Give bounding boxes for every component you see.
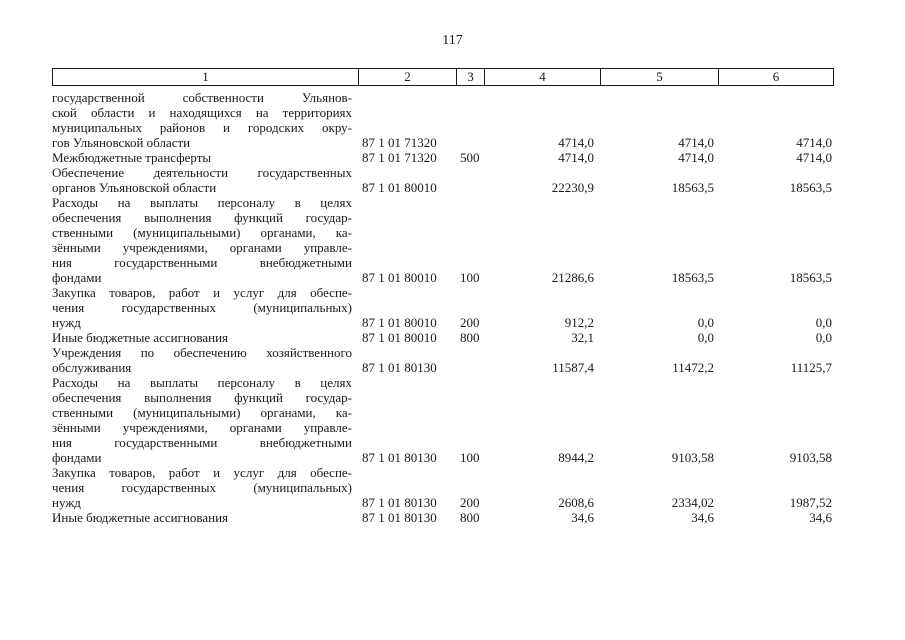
amount-col-4: 11587,4 — [552, 360, 594, 375]
row-description — [52, 165, 352, 195]
amount-col-5: 2334,02 — [671, 495, 714, 510]
amount-col-4: 2608,6 — [558, 495, 594, 510]
amount-col-5: 34,6 — [691, 510, 714, 525]
amount-col-5: 4714,0 — [678, 150, 714, 165]
table-row — [52, 150, 834, 165]
description-line: Обеспечение деятельности государственных — [52, 165, 352, 180]
description-line: зёнными учреждениями, органами управле- — [52, 420, 352, 435]
expense-kind-cell: 100 — [460, 270, 480, 285]
target-code-cell: 87 1 01 80130 — [362, 510, 437, 525]
description-line: ния государственными внебюджетными — [52, 255, 352, 270]
description-line: Расходы на выплаты персоналу в целях — [52, 375, 352, 390]
expense-kind-cell: 200 — [460, 495, 480, 510]
description-line: обеспечения выполнения функций государ- — [52, 390, 352, 405]
amount-col-4: 8944,2 — [558, 450, 594, 465]
expense-kind-cell: 200 — [460, 315, 480, 330]
header-col-1: 1 — [53, 69, 359, 85]
amount-col-6: 4714,0 — [796, 135, 832, 150]
table-header — [52, 68, 834, 86]
amount-col-4: 4714,0 — [558, 135, 594, 150]
row-description — [52, 285, 352, 330]
header-col-5: 5 — [601, 69, 719, 85]
description-line: муниципальных районов и городских окру- — [52, 120, 352, 135]
description-line: чения государственных (муниципальных) — [52, 300, 352, 315]
amount-col-6: 1987,52 — [789, 495, 832, 510]
target-code-cell: 87 1 01 80010 — [362, 330, 437, 345]
page-number: 117 — [442, 33, 463, 48]
header-col-6: 6 — [772, 69, 780, 84]
target-code-cell: 87 1 01 71320 — [362, 135, 437, 150]
row-description — [52, 510, 352, 525]
table-body — [52, 90, 834, 525]
description-line: государственной собственности Ульянов- — [52, 90, 352, 105]
description-line: органов Ульяновской области — [52, 180, 217, 195]
amount-col-5: 0,0 — [697, 315, 714, 330]
row-description — [52, 90, 352, 150]
amount-col-6: 18563,5 — [789, 270, 832, 285]
row-description — [52, 375, 352, 465]
amount-col-4: 4714,0 — [558, 150, 594, 165]
table-row — [52, 195, 834, 285]
table-row — [52, 510, 834, 525]
amount-col-5: 9103,58 — [671, 450, 714, 465]
description-line: Расходы на выплаты персоналу в целях — [52, 195, 352, 210]
amount-col-5: 18563,5 — [671, 270, 714, 285]
amount-col-4: 32,1 — [571, 330, 594, 345]
target-code-cell: 87 1 01 80010 — [362, 180, 437, 195]
description-line: обслуживания — [52, 360, 132, 375]
table-row — [52, 90, 834, 150]
description-line: нужд — [52, 315, 81, 330]
header-col-4: 4 — [485, 69, 601, 85]
amount-col-4: 22230,9 — [551, 180, 594, 195]
amount-col-6: 11125,7 — [790, 360, 832, 375]
target-code-cell: 87 1 01 80010 — [362, 315, 437, 330]
row-description — [52, 345, 352, 375]
row-description — [52, 465, 352, 510]
target-code-cell: 87 1 01 71320 — [362, 150, 437, 165]
row-description — [52, 330, 352, 345]
description-line: Закупка товаров, работ и услуг для обеспе- — [52, 285, 352, 300]
description-line: ния государственными внебюджетными — [52, 435, 352, 450]
header-col-3: 3 — [457, 69, 485, 85]
table-row — [52, 285, 834, 330]
expense-kind-cell: 100 — [460, 450, 480, 465]
description-line: ственными (муниципальными) органами, ка- — [52, 405, 352, 420]
description-line: ственными (муниципальными) органами, ка- — [52, 225, 352, 240]
description-line: Закупка товаров, работ и услуг для обеспе- — [52, 465, 352, 480]
amount-col-5: 18563,5 — [671, 180, 714, 195]
row-description — [52, 195, 352, 285]
description-line: фондами — [52, 450, 102, 465]
description-line: гов Ульяновской области — [52, 135, 191, 150]
amount-col-5: 0,0 — [697, 330, 714, 345]
amount-col-4: 34,6 — [571, 510, 594, 525]
table-row — [52, 330, 834, 345]
amount-col-6: 0,0 — [815, 330, 832, 345]
amount-col-6: 9103,58 — [789, 450, 832, 465]
expense-kind-cell: 800 — [460, 510, 480, 525]
description-line: нужд — [52, 495, 81, 510]
table-row — [52, 345, 834, 375]
description-line: Иные бюджетные ассигнования — [52, 510, 229, 525]
amount-col-5: 4714,0 — [678, 135, 714, 150]
description-line: фондами — [52, 270, 102, 285]
table-row — [52, 165, 834, 195]
table-row — [52, 465, 834, 510]
description-line: Иные бюджетные ассигнования — [52, 330, 229, 345]
header-col-2: 2 — [359, 69, 457, 85]
description-line: Межбюджетные трансферты — [52, 150, 212, 165]
description-line: обеспечения выполнения функций государ- — [52, 210, 352, 225]
row-description — [52, 150, 352, 165]
target-code-cell: 87 1 01 80010 — [362, 270, 437, 285]
amount-col-5: 11472,2 — [672, 360, 714, 375]
description-line: зёнными учреждениями, органами управле- — [52, 240, 352, 255]
description-line: чения государственных (муниципальных) — [52, 480, 352, 495]
target-code-cell: 87 1 01 80130 — [362, 495, 437, 510]
amount-col-6: 34,6 — [809, 510, 832, 525]
amount-col-4: 21286,6 — [551, 270, 594, 285]
description-line: Учреждения по обеспечению хозяйственного — [52, 345, 352, 360]
table-row — [52, 375, 834, 465]
amount-col-6: 4714,0 — [796, 150, 832, 165]
target-code-cell: 87 1 01 80130 — [362, 360, 437, 375]
amount-col-4: 912,2 — [564, 315, 594, 330]
amount-col-6: 0,0 — [815, 315, 832, 330]
target-code-cell: 87 1 01 80130 — [362, 450, 437, 465]
description-line: ской области и находящихся на территориях — [52, 105, 352, 120]
amount-col-6: 18563,5 — [789, 180, 832, 195]
expense-kind-cell: 800 — [460, 330, 480, 345]
expense-kind-cell: 500 — [460, 150, 480, 165]
